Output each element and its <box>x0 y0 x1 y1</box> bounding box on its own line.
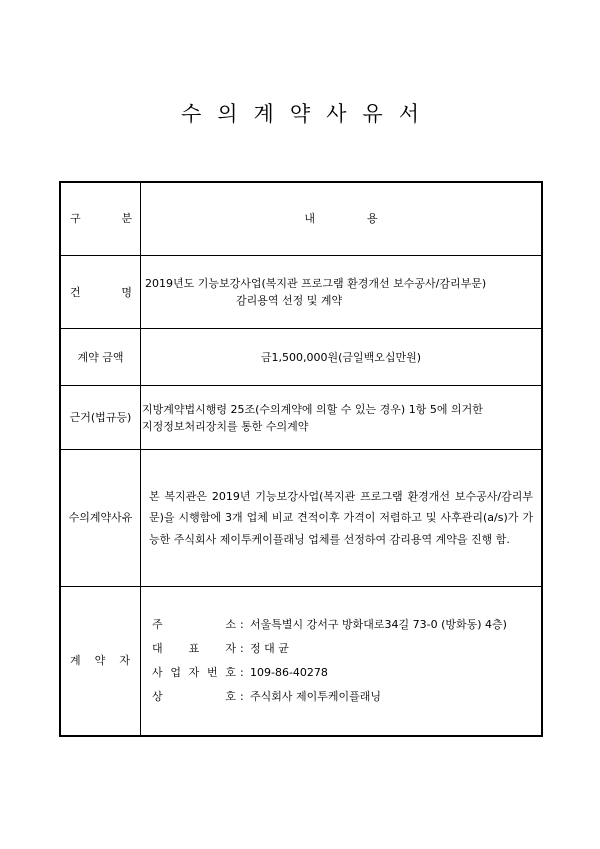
header-content-char: 용 <box>367 212 378 226</box>
basis-content-cell <box>141 386 543 450</box>
contract-reason-table <box>59 181 543 737</box>
header-label-char: 분 <box>121 212 132 226</box>
amount-value: 금1,500,000원(금일백오십만원) <box>260 350 422 364</box>
subject-row <box>60 255 542 328</box>
contractor-label-cell <box>60 586 141 736</box>
amount-label-cell <box>60 329 141 386</box>
basis-row <box>60 386 542 450</box>
basis-line-1: 지방계약법시행령 25조(수의계약에 의할 수 있는 경우) 1항 5에 의거한 <box>142 402 483 416</box>
address-key-char: 주 <box>152 618 163 632</box>
reason-label-cell <box>60 450 141 586</box>
reason-row <box>60 450 542 586</box>
basis-label-cell <box>60 386 141 450</box>
company-value: 주식회사 제이투케이플래닝 <box>250 690 382 704</box>
contractor-row <box>60 586 542 736</box>
reason-label: 수의계약사유 <box>68 511 133 525</box>
business-no-key-char: 번 <box>206 666 218 680</box>
company-key-char: 상 <box>152 690 163 704</box>
business-no-key-char: 자 <box>188 666 200 680</box>
basis-line-2: 지정정보처리장치를 통한 수의계약 <box>142 419 309 433</box>
reason-content-cell <box>141 450 543 586</box>
amount-row <box>60 329 542 386</box>
amount-label: 계약 금액 <box>77 350 124 364</box>
subject-label-char: 건 <box>70 285 81 299</box>
colon: : <box>240 642 244 656</box>
colon: : <box>240 690 244 704</box>
business-no-value: 109-86-40278 <box>250 666 328 680</box>
address-key-char: 소 <box>225 618 236 632</box>
company-line <box>152 685 541 709</box>
representative-key-char: 표 <box>188 642 200 656</box>
representative-line <box>152 637 541 661</box>
address-line <box>152 613 541 637</box>
business-no-line <box>152 661 541 685</box>
header-row <box>60 182 542 255</box>
amount-content-cell <box>141 329 543 386</box>
subject-label-char: 명 <box>121 285 132 299</box>
basis-label: 근거(법규등) <box>69 411 132 425</box>
representative-key-char: 대 <box>152 642 163 656</box>
header-label-char: 구 <box>70 212 81 226</box>
colon: : <box>240 666 244 680</box>
contractor-content-cell <box>141 586 543 736</box>
document-title: 수의계약사유서 <box>180 102 435 126</box>
business-no-key-char: 호 <box>225 666 236 680</box>
subject-label-cell <box>60 255 141 328</box>
contractor-label-char: 자 <box>119 654 130 668</box>
header-content-char: 내 <box>304 212 315 226</box>
colon: : <box>240 618 244 632</box>
business-no-key-char: 사 <box>152 666 163 680</box>
reason-text: 본 복지관은 2019년 기능보강사업(복지관 프로그램 환경개선 보수공사/감리부문)을 시행함에 3개 업체 비교 견적이후 가격이 저렴하고 및 사후관리(a/s)가 가능한 주식회사 제이투케이플래닝 업체를 선정하여 감리용역 계약을 진행 함. <box>149 489 533 546</box>
representative-value: 정 대 균 <box>250 642 289 656</box>
company-key-char: 호 <box>225 690 236 704</box>
subject-content-cell <box>141 255 543 328</box>
business-no-key-char: 업 <box>170 666 181 680</box>
header-label-cell <box>60 182 141 255</box>
subject-line-2: 감리용역 선정 및 계약 <box>236 294 343 308</box>
contractor-label-char: 계 <box>70 654 81 668</box>
subject-line-1: 2019년도 기능보강사업(복지관 프로그램 환경개선 보수공사/감리부문) <box>145 277 487 291</box>
contractor-label-char: 약 <box>94 654 106 668</box>
address-value: 서울특별시 강서구 방화대로34길 73-0 (방화동) 4층) <box>250 618 507 632</box>
header-content-cell <box>141 182 543 255</box>
representative-key-char: 자 <box>225 642 236 656</box>
